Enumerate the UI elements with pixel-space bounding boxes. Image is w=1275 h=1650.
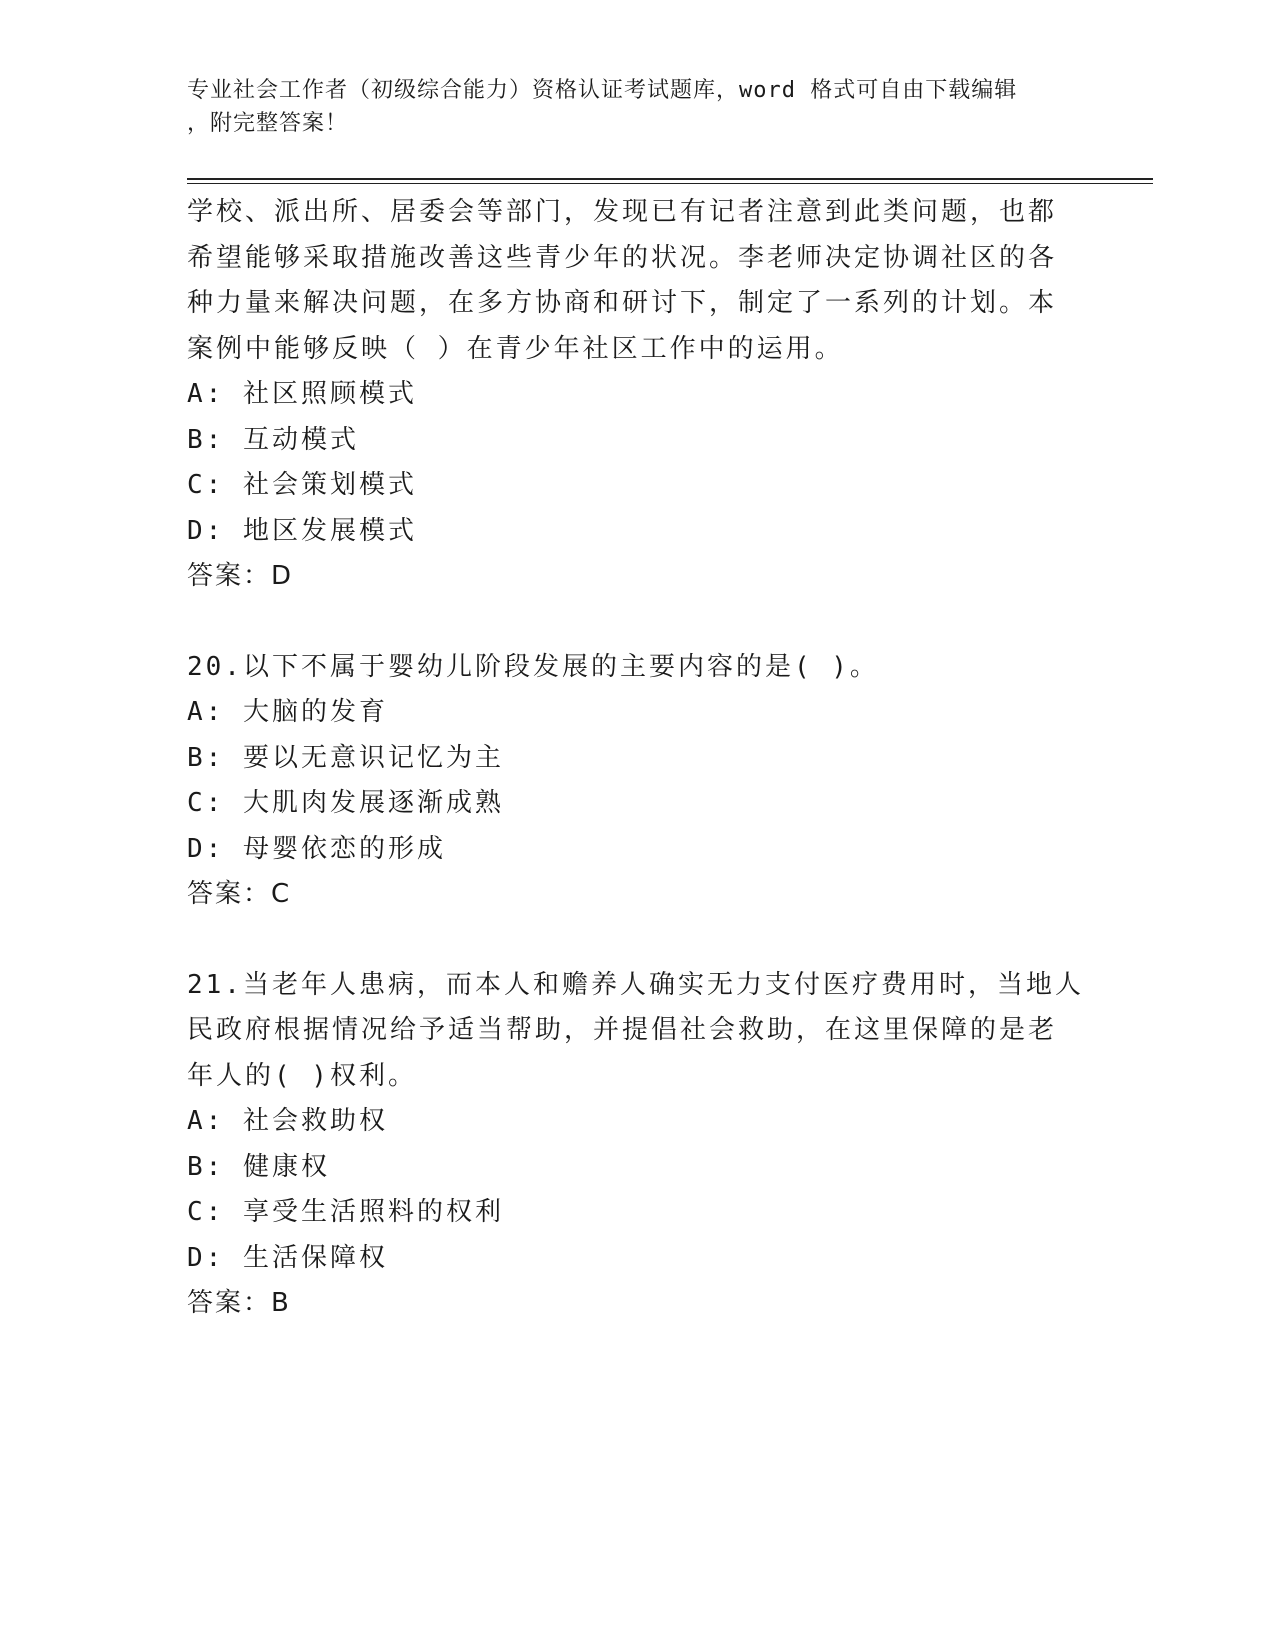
header-rule-thin <box>187 183 1153 184</box>
question-stem-line: 种力量来解决问题，在多方协商和研讨下，制定了一系列的计划。本 <box>187 288 1058 318</box>
option-c: C: 大肌肉发展逐渐成熟 <box>187 788 504 818</box>
option-b: B: 要以无意识记忆为主 <box>187 742 504 773</box>
question-stem-line: 20.以下不属于婴幼儿阶段发展的主要内容的是( )。 <box>187 651 879 682</box>
page-header <box>187 74 1067 140</box>
option-a: A: 社会救助权 <box>187 1106 388 1136</box>
option-d: D: 生活保障权 <box>187 1242 388 1273</box>
question-stem-line: 年人的( )权利。 <box>187 1060 417 1091</box>
option-d: D: 母婴依恋的形成 <box>187 833 446 864</box>
answer-label: 答案：C <box>187 879 292 909</box>
question-20 <box>187 645 1087 918</box>
option-c: C: 社会策划模式 <box>187 470 417 500</box>
option-c: C: 享受生活照料的权利 <box>187 1197 504 1227</box>
option-b: B: 互动模式 <box>187 424 359 455</box>
question-stem-line: 民政府根据情况给予适当帮助，并提倡社会救助，在这里保障的是老 <box>187 1015 1058 1045</box>
question-21 <box>187 963 1087 1327</box>
spacer <box>187 600 1087 645</box>
header-rule-thick <box>187 178 1153 180</box>
header-title-line1: 专业社会工作者（初级综合能力）资格认证考试题库，word 格式可自由下载编辑 <box>187 78 1018 103</box>
option-d: D: 地区发展模式 <box>187 515 417 546</box>
question-list <box>187 190 1087 1327</box>
question-stem-line: 希望能够采取措施改善这些青少年的状况。李老师决定协调社区的各 <box>187 242 1058 273</box>
option-a: A: 大脑的发育 <box>187 697 388 727</box>
answer-label: 答案：B <box>187 1288 291 1318</box>
question-stem-line: 学校、派出所、居委会等部门，发现已有记者注意到此类问题，也都 <box>187 197 1058 227</box>
question-stem-line: 案例中能够反映（ ）在青少年社区工作中的运用。 <box>187 333 844 364</box>
question-19 <box>187 190 1087 600</box>
answer-label: 答案：D <box>187 561 294 591</box>
header-title-line2: ，附完整答案！ <box>187 111 349 136</box>
option-b: B: 健康权 <box>187 1151 330 1182</box>
question-stem-line: 21.当老年人患病，而本人和赡养人确实无力支付医疗费用时，当地人 <box>187 969 1084 1000</box>
option-a: A: 社区照顾模式 <box>187 379 417 409</box>
spacer <box>187 918 1087 963</box>
